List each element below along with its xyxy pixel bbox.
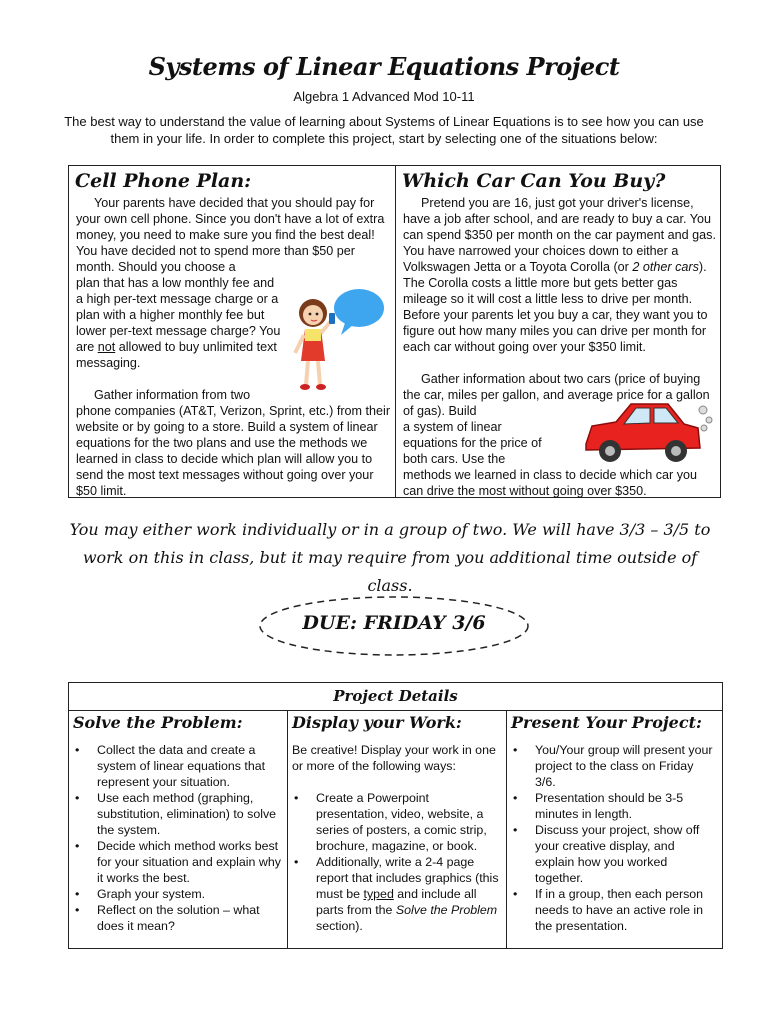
car-para-2b: a system of linear equations for the price of both cars. Use the: [403, 420, 542, 466]
cell-phone-heading: Cell Phone Plan:: [75, 170, 252, 192]
display-work-list: [292, 790, 500, 934]
list-item: • If in a group, then each person needs to have an active role in the presentation.: [511, 886, 716, 934]
list-item: • You/Your group will present your project to the class on Friday 3/6.: [511, 742, 716, 790]
car-para-2c: methods we learned in class to decide which car you can drive the most without going over $350.: [403, 468, 698, 498]
list-item: • Decide which method works best for your situation and explain why it works the best.: [73, 838, 281, 886]
list-item: • Presentation should be 3-5 minutes in length.: [511, 790, 716, 822]
page-subtitle: Algebra 1 Advanced Mod 10-11: [293, 89, 475, 104]
list-item: • Discuss your project, show off your creative display, and explain how you worked together.: [511, 822, 716, 886]
work-note: You may either work individually or in a group of two. We will have 3/3 – 3/5 to work on this in class, but it may require from you additional time outside of class.: [69, 520, 711, 595]
list-item: • Reflect on the solution – what does it mean?: [73, 902, 281, 934]
car-heading: Which Car Can You Buy?: [402, 170, 666, 192]
car-section: [396, 166, 720, 497]
solve-problem-section: [69, 711, 288, 948]
present-project-list: [511, 742, 716, 934]
solve-problem-list: [73, 742, 281, 934]
cell-phone-para-2b: phone companies (AT&T, Verizon, Sprint, etc.) from their website or by going to a store. Build a system of linear equations for the two plans and use the methods we learned in class to decide which plan will allow you to send the most text messages without going over your $50 limit.: [76, 404, 391, 498]
list-item: • Create a Powerpoint presentation, video, website, a series of posters, a comic strip, brochure, magazine, or book.: [292, 790, 500, 854]
cell-phone-para-1b: plan that has a low monthly fee and a high per-text message charge or a plan with a higher monthly fee but lower per-text message charge? You are not allowed to buy unlimited text messaging.: [76, 276, 281, 370]
cell-phone-section: [69, 166, 396, 497]
cell-phone-para-2a: Gather information from two: [94, 388, 251, 402]
due-date: DUE: FRIDAY 3/6: [302, 612, 486, 634]
display-work-heading: Display your Work:: [292, 713, 462, 732]
intro-text: The best way to understand the value of learning about Systems of Linear Equations is to see how you can use them in your life. In order to complete this project, start by selecting one of the situations below:: [64, 114, 704, 146]
solve-problem-heading: Solve the Problem:: [73, 713, 243, 732]
girl-with-phone-illustration: [291, 283, 386, 398]
project-details-heading: Project Details: [69, 683, 722, 711]
present-project-section: [507, 711, 722, 948]
car-para-2a: Gather information about two cars (price of buying the car, miles per gallon, and average price for a gallon of gas). Build: [403, 372, 710, 418]
project-details-box: [68, 682, 723, 949]
present-project-heading: Present Your Project:: [511, 713, 702, 732]
situations-box: [68, 165, 721, 498]
cell-phone-para-1a: Your parents have decided that you should pay for your own cell phone. Since you don't have a lot of extra money, you need to make sure you find the best deal! You have decided not to spend more than $50 per month. Should you choose a: [76, 196, 385, 274]
list-item: • Additionally, write a 2-4 page report that includes graphics (this must be typed and include all parts from the Solve the Problem section).: [292, 854, 500, 934]
list-item: • Collect the data and create a system of linear equations that represent your situation.: [73, 742, 281, 790]
list-item: • Graph your system.: [73, 886, 281, 902]
list-item: • Use each method (graphing, substitution, elimination) to solve the system.: [73, 790, 281, 838]
display-work-section: [288, 711, 507, 948]
page-title: Systems of Linear Equations Project: [148, 52, 620, 81]
red-car-illustration: [576, 396, 716, 471]
display-work-lead: Be creative! Display your work in one or more of the following ways:: [292, 743, 496, 773]
car-para-1: Pretend you are 16, just got your driver's license, have a job after school, and are ready to buy a car. You can spend $350 per month on the car payment and gas. You have narrowed your choices down to either a Volkswagen Jetta or a Toyota Corolla (or 2 other cars). The Corolla costs a little more but gets better gas mileage so it will cost a little less to drive per month. Before your parents let you buy a car, they want you to figure out how many miles you can drive per month for each car without going over your $350 limit.: [403, 196, 716, 354]
